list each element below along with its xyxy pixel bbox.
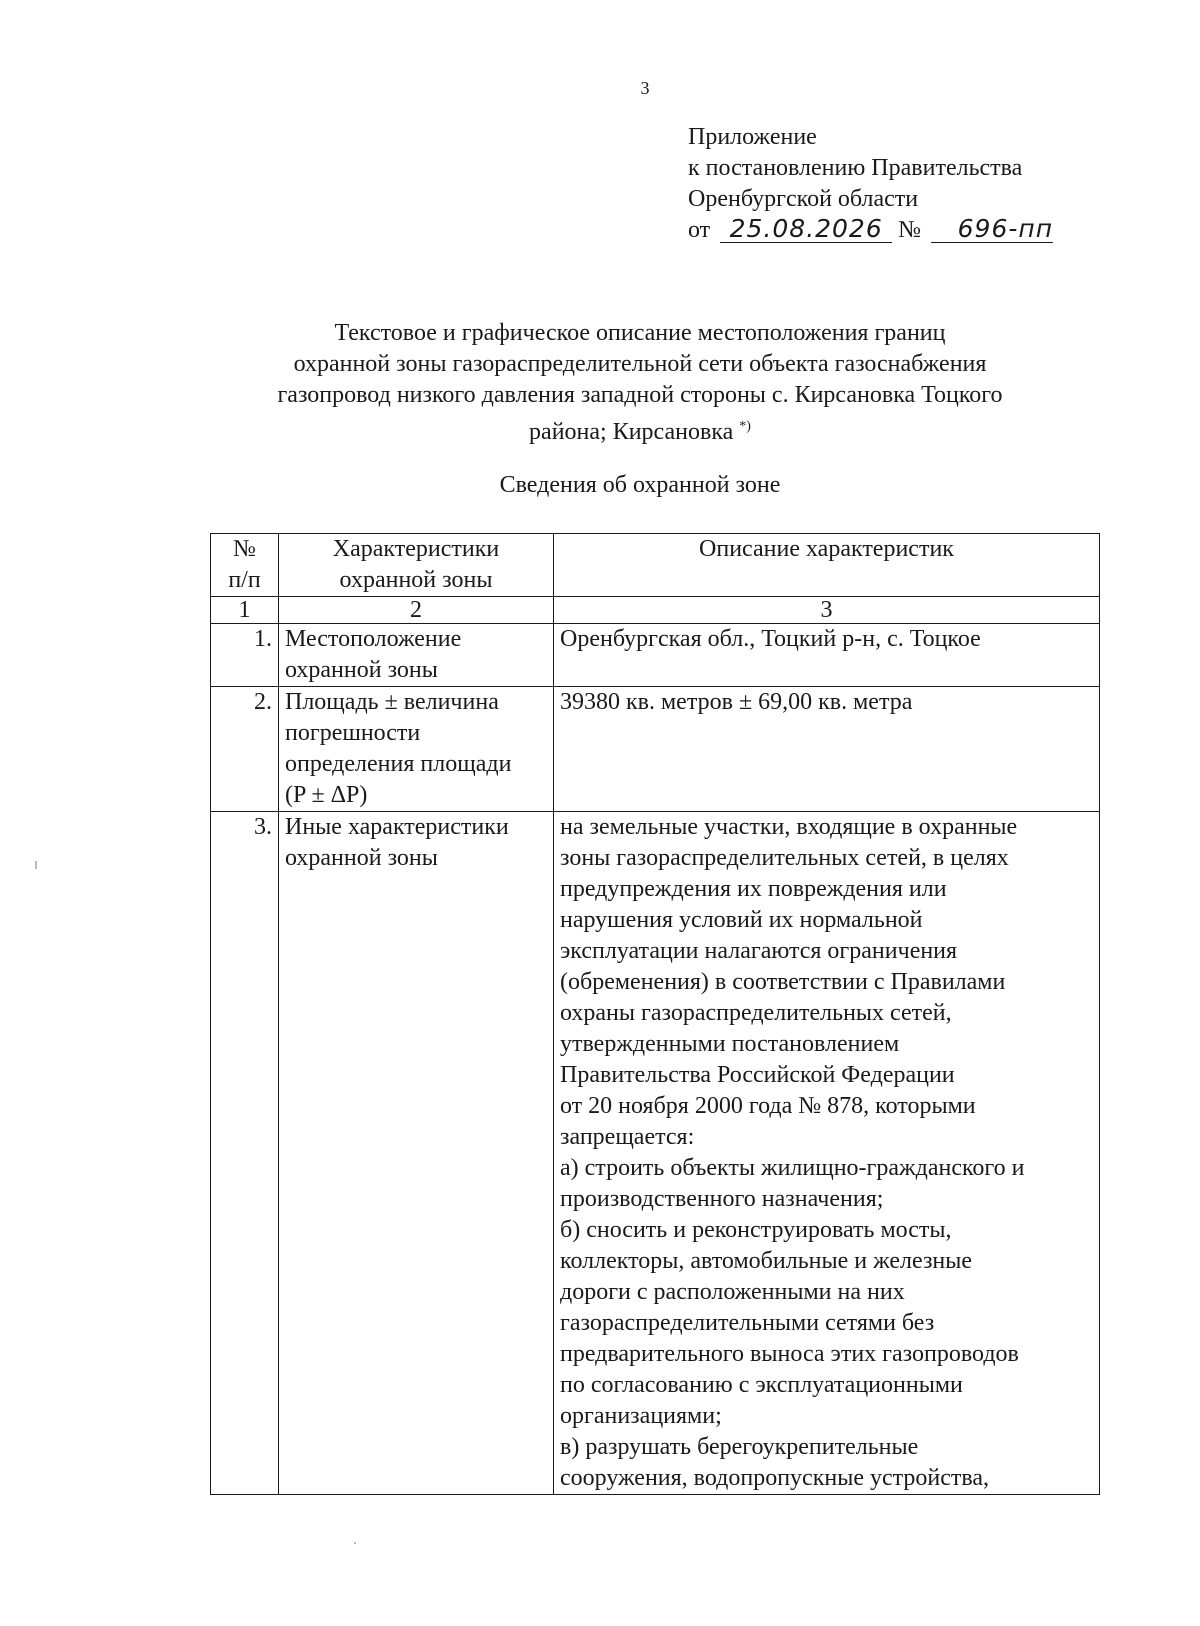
row-characteristic-line: охранной зоны [285,657,438,683]
row-characteristic [279,687,554,812]
header-number-line-2: п/п [228,567,261,593]
row-description-line: эксплуатации налагаются ограничения [560,938,958,964]
appendix-line-2: к постановлению Правительства [688,155,1023,181]
row-description-line: организациями; [560,1403,722,1429]
handwritten-number: 696-пп [931,216,1053,243]
row-description-line: дороги с расположенными на них [560,1279,905,1305]
row-description-line: сооружения, водопропускные устройства, [560,1465,990,1491]
table-index-row [211,597,1100,624]
row-description-line: в) разрушать берегоукрепительные [560,1434,919,1460]
index-cell-1: 1 [211,597,279,624]
row-description-line: Оренбургская обл., Тоцкий р-н, с. Тоцкое [560,626,981,652]
table-row [211,624,1100,687]
index-cell-3: 3 [554,597,1100,624]
row-characteristic-line: (P ± ΔP) [285,782,368,808]
row-characteristic-line: охранной зоны [285,845,438,871]
index-cell-2: 2 [279,597,554,624]
row-description-line: газораспределительными сетями без [560,1310,935,1336]
row-characteristic-line: Площадь ± величина [285,689,499,715]
header-characteristics-line-1: Характеристики [332,536,500,562]
row-characteristic-line: определения площади [285,751,512,777]
row-description [554,687,1100,812]
row-characteristic-line: Местоположение [285,626,462,652]
title-line-1: Текстовое и графическое описание местоположения границ [334,320,946,346]
row-description-line: предварительного выноса этих газопроводов [560,1341,1019,1367]
row-description-line: коллекторы, автомобильные и железные [560,1248,973,1274]
number-label: № [898,217,922,243]
appendix-line-1: Приложение [688,124,817,150]
row-description-line: по согласованию с эксплуатационными [560,1372,963,1398]
row-number: 1. [211,624,279,687]
header-number-cell [211,534,279,597]
table-row [211,687,1100,812]
from-label: от [688,217,711,243]
row-description-line: б) сносить и реконструировать мосты, [560,1217,952,1243]
section-subtitle: Сведения об охранной зоне [499,472,781,498]
appendix-block [688,122,1053,246]
title-line-3: газопровод низкого давления западной стороны с. Кирсановка Тоцкого [277,382,1003,408]
row-number: 2. [211,687,279,812]
protection-zone-table [210,533,1100,1495]
row-description-line: Правительства Российской Федерации [560,1062,955,1088]
table-header-row [211,534,1100,597]
table-row [211,812,1100,1495]
title-line-2: охранной зоны газораспределительной сети объекта газоснабжения [293,351,987,377]
appendix-date-number-line [688,215,1053,246]
row-characteristic [279,812,554,1495]
document-title [200,318,1080,448]
handwritten-date: 25.08.2026 [720,216,892,243]
header-characteristics-line-2: охранной зоны [339,567,493,593]
row-description-line: производственного назначения; [560,1186,884,1212]
row-characteristic-line: Иные характеристики [285,814,509,840]
row-description-line: на земельные участки, входящие в охранные [560,814,1018,840]
page-number: 3 [640,78,650,98]
row-description-line: 39380 кв. метров ± 69,00 кв. метра [560,689,913,715]
row-description-line: (обременения) в соответствии с Правилами [560,969,1006,995]
row-description-line: запрещается: [560,1124,695,1150]
row-description [554,812,1100,1495]
row-number: 3. [211,812,279,1495]
row-characteristic-line: погрешности [285,720,421,746]
scan-artifact [35,861,37,869]
header-description-cell: Описание характеристик [554,534,1100,597]
row-description-line: зоны газораспределительных сетей, в целях [560,845,1009,871]
row-description-line: охраны газораспределительных сетей, [560,1000,952,1026]
row-description-line: предупреждения их повреждения или [560,876,947,902]
row-description-line: а) строить объекты жилищно-гражданского и [560,1155,1025,1181]
row-description-line: утвержденными постановлением [560,1031,900,1057]
title-footnote-mark: *) [739,419,751,434]
title-line-4: района; Кирсановка [529,419,734,445]
title-line-4-wrap [200,411,1080,448]
appendix-line-3: Оренбургской области [688,186,919,212]
row-description [554,624,1100,687]
header-characteristics-cell [279,534,554,597]
scan-artifact [354,1542,356,1544]
row-description-line: нарушения условий их нормальной [560,907,923,933]
row-description-line: от 20 ноября 2000 года № 878, которыми [560,1093,976,1119]
row-characteristic [279,624,554,687]
header-number-line-1: № [233,536,256,562]
